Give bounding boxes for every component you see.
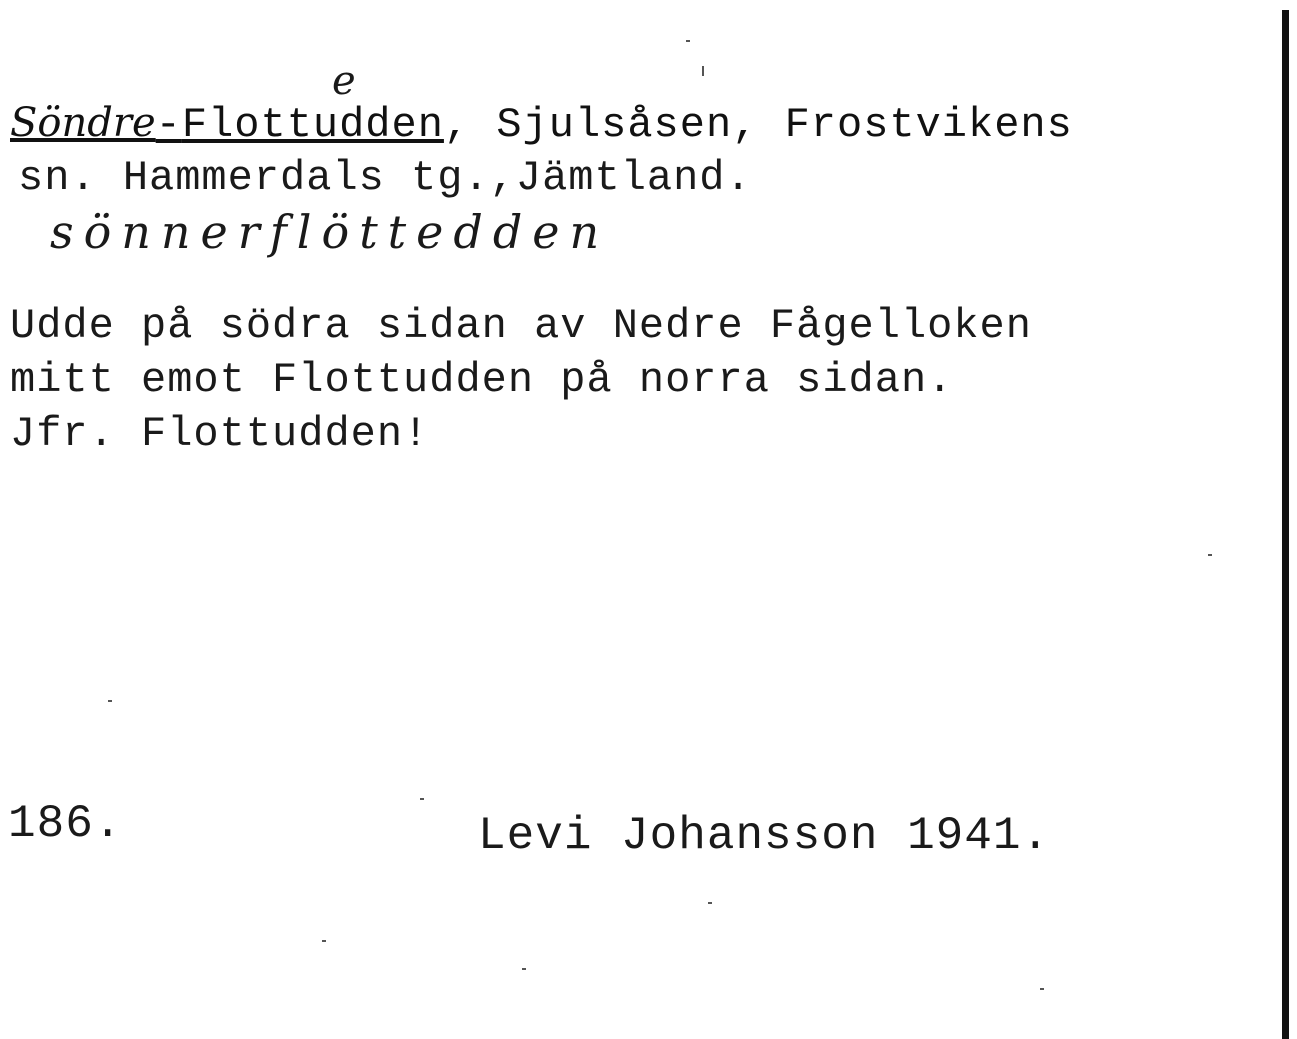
description-line-3: Jfr. Flottudden! <box>10 410 430 458</box>
paper-speck <box>686 40 690 42</box>
headword-handwritten: Söndre <box>10 100 156 146</box>
card-edge-line <box>1282 10 1289 1039</box>
description-line-2: mitt emot Flottudden på norra sidan. <box>10 356 954 404</box>
paper-speck <box>702 66 704 76</box>
headword-line <box>10 100 1073 149</box>
paper-speck <box>708 902 712 904</box>
paper-speck <box>522 968 526 970</box>
collector-and-year: Levi Johansson 1941. <box>478 810 1051 862</box>
paper-speck <box>322 940 326 942</box>
paper-speck <box>108 700 112 702</box>
description-line-1: Udde på södra sidan av Nedre Fågelloken <box>10 302 1032 350</box>
paper-speck <box>420 798 424 800</box>
handwritten-correction: e <box>332 58 356 104</box>
card-number: 186. <box>8 798 123 850</box>
headword-hyphen: - <box>155 101 182 149</box>
phonetic-transcription: sönnerflöttedden <box>50 205 610 259</box>
headword-typed: Flottudden <box>181 101 444 149</box>
headword-parish: , Sjulsåsen, Frostvikens <box>443 101 1073 149</box>
location-line: sn. Hammerdals tg.,Jämtland. <box>18 154 752 202</box>
paper-speck <box>1040 988 1044 990</box>
paper-speck <box>1208 554 1212 556</box>
